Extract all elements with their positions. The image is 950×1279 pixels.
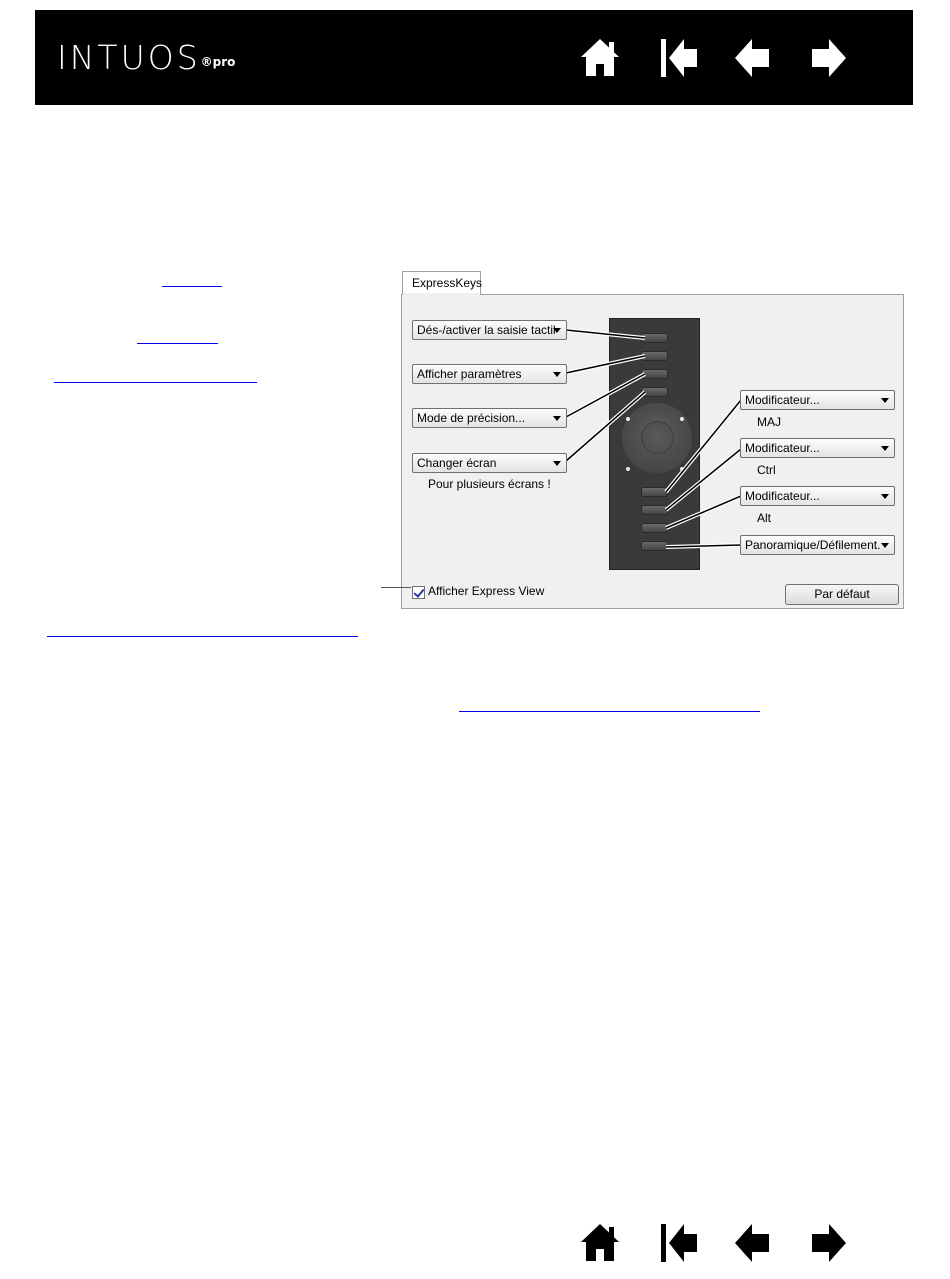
chevron-down-icon — [553, 328, 561, 333]
dropdown-show-settings[interactable] — [412, 364, 567, 384]
modifier-sub-label: Ctrl — [757, 463, 776, 477]
express-view-label: Afficher Express View — [428, 584, 545, 598]
dropdown-label: Dés-/activer la saisie tactil — [417, 323, 556, 337]
chevron-down-icon — [553, 372, 561, 377]
dropdown-label: Changer écran — [417, 456, 497, 470]
checkmark-icon — [413, 586, 424, 598]
dropdown-modifier-ctrl[interactable] — [740, 438, 895, 458]
dropdown-modifier-alt[interactable] — [740, 486, 895, 506]
dropdown-touch-toggle[interactable] — [412, 320, 567, 340]
callout-line — [381, 587, 411, 588]
chevron-down-icon — [881, 543, 889, 548]
chevron-down-icon — [881, 494, 889, 499]
dropdown-label: Modificateur... — [745, 441, 820, 455]
dropdown-modifier-shift[interactable] — [740, 390, 895, 410]
multi-screen-note: Pour plusieurs écrans ! — [428, 477, 551, 491]
dropdown-change-screen[interactable] — [412, 453, 567, 473]
dropdown-label: Mode de précision... — [417, 411, 526, 425]
chevron-down-icon — [553, 416, 561, 421]
dropdown-pan-scroll[interactable] — [740, 535, 895, 555]
dropdown-precision-mode[interactable] — [412, 408, 567, 428]
dropdown-label: Modificateur... — [745, 489, 820, 503]
modifier-sub-label: MAJ — [757, 415, 781, 429]
chevron-down-icon — [553, 461, 561, 466]
express-view-checkbox[interactable] — [412, 586, 425, 599]
intuos-pro-logo: $INTUOS^{®pro}$ — [57, 38, 236, 77]
dropdown-label: Afficher paramètres — [417, 367, 522, 381]
default-button[interactable]: Par défaut — [785, 584, 899, 605]
chevron-down-icon — [881, 398, 889, 403]
dropdown-label: Modificateur... — [745, 393, 820, 407]
dropdown-label: Panoramique/Défilement. — [745, 538, 881, 552]
modifier-sub-label: Alt — [757, 511, 772, 525]
chevron-down-icon — [881, 446, 889, 451]
tab-expresskeys[interactable]: ExpressKeys — [402, 271, 481, 295]
